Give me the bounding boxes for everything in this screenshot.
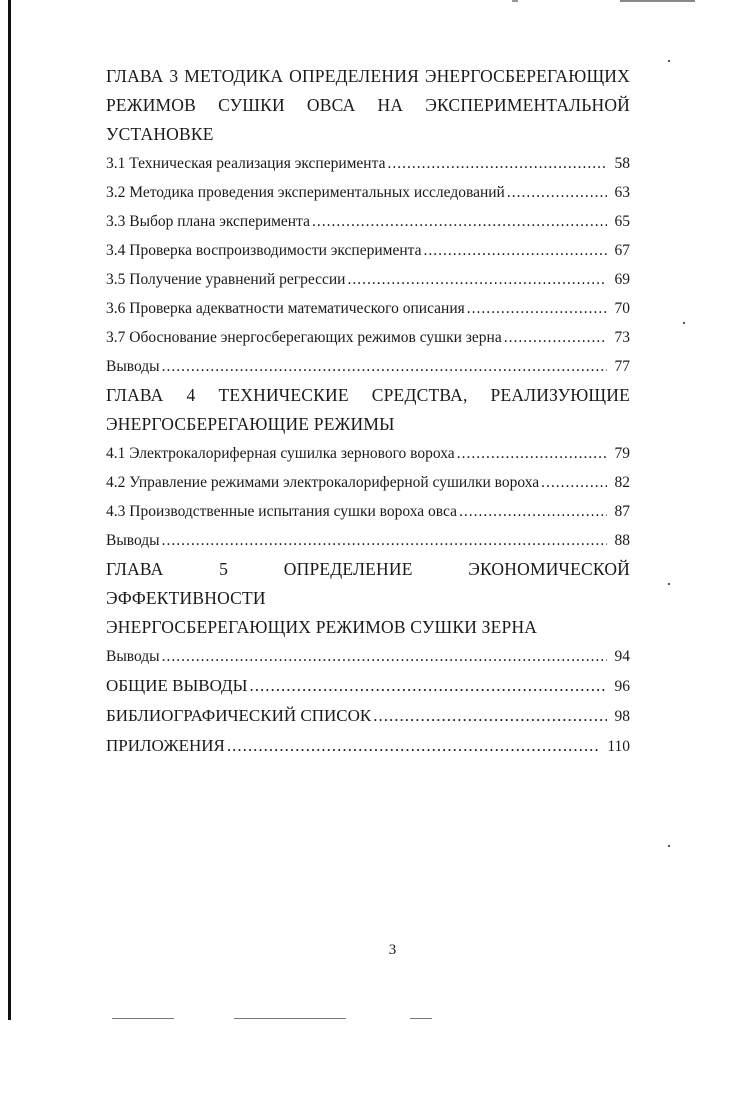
toc-entry-page: 65: [614, 213, 630, 230]
toc-entry-title: 3.6 Проверка адекватности математического описания: [106, 300, 465, 317]
scan-bottom-line: [234, 1018, 346, 1019]
toc-leader-dots: [312, 207, 607, 236]
toc-leader-dots: [162, 642, 607, 671]
page-number: 3: [388, 942, 397, 958]
toc-entry-title: 3.7 Обоснование энергосберегающих режимов сушки зерна: [106, 329, 502, 346]
toc-entry-page: 63: [614, 184, 630, 201]
toc-leader-dots: [347, 265, 606, 294]
toc-entry-page: 79: [614, 445, 630, 462]
toc-entry[interactable]: [106, 207, 630, 236]
toc-entry-page: 96: [614, 678, 630, 695]
toc-entry-page: 58: [614, 155, 630, 172]
toc-leader-dots: [373, 701, 606, 730]
toc-entry-title: 3.5 Получение уравнений регрессии: [106, 271, 346, 288]
toc-entry[interactable]: [106, 439, 630, 468]
toc-entry-title: 4.1 Электрокалориферная сушилка зернового вороха: [106, 445, 455, 462]
toc-entry-title: 4.2 Управление режимами электрокалориферной сушилки вороха: [106, 474, 540, 491]
toc-entry[interactable]: [106, 352, 630, 381]
toc-entry-page: 82: [614, 474, 630, 491]
scan-bottom-line: [112, 1018, 174, 1019]
toc-entry-title: Выводы: [106, 532, 160, 549]
toc-leader-dots: [387, 149, 606, 178]
toc-entry-page: 70: [614, 300, 630, 317]
toc-entry-appendices[interactable]: [106, 731, 630, 761]
toc-leader-dots: [423, 236, 606, 265]
toc-entry-title: 4.3 Производственные испытания сушки вороха овса: [106, 503, 457, 520]
scan-speck: [668, 845, 670, 847]
toc-entry-page: 67: [614, 242, 630, 259]
toc-leader-dots: [162, 352, 607, 381]
toc-leader-dots: [459, 497, 607, 526]
toc-entry-title: 3.1 Техническая реализация эксперимента: [106, 155, 386, 172]
toc-leader-dots: [467, 294, 607, 323]
toc-entry-page: 73: [614, 329, 630, 346]
chapter-3-heading-line-1: ГЛАВА 3 МЕТОДИКА ОПРЕДЕЛЕНИЯ ЭНЕРГОСБЕРЕГАЮЩИХ: [106, 66, 630, 86]
toc-entry-page: 87: [614, 503, 630, 520]
toc-entry-title: 3.3 Выбор плана эксперимента: [106, 213, 310, 230]
chapter-4-heading-line-2: ЭНЕРГОСБЕРЕГАЮЩИЕ РЕЖИМЫ: [106, 414, 395, 434]
toc-leader-dots: [504, 323, 607, 352]
chapter-4-heading-line-1: ГЛАВА 4 ТЕХНИЧЕСКИЕ СРЕДСТВА, РЕАЛИЗУЮЩИЕ: [106, 385, 630, 405]
toc-entry-title: ПРИЛОЖЕНИЯ: [106, 736, 225, 755]
toc-entry-page: 98: [614, 708, 630, 725]
toc-entry-title: Выводы: [106, 358, 160, 375]
toc-leader-dots: [541, 468, 606, 497]
toc-entry-title: 3.4 Проверка воспроизводимости эксперимента: [106, 242, 422, 259]
toc-entry-bibliography[interactable]: [106, 701, 630, 731]
toc-entry[interactable]: [106, 497, 630, 526]
toc-leader-dots: [457, 439, 607, 468]
chapter-5-heading-line-1: ГЛАВА 5 ОПРЕДЕЛЕНИЕ ЭКОНОМИЧЕСКОЙ ЭФФЕКТИВНОСТИ: [106, 559, 630, 608]
toc-entry-general-conclusions[interactable]: [106, 671, 630, 701]
toc-entry-title: ОБЩИЕ ВЫВОДЫ: [106, 676, 248, 695]
toc-leader-dots: [227, 731, 599, 760]
toc-entry-page: 77: [614, 358, 630, 375]
toc-entry[interactable]: [106, 468, 630, 497]
scan-top-mark: [620, 0, 695, 2]
scan-edge-bar: [8, 0, 11, 1020]
table-of-contents: [106, 62, 630, 761]
toc-entry[interactable]: [106, 265, 630, 294]
scan-speck: [668, 583, 670, 585]
toc-entry-title: Выводы: [106, 648, 160, 665]
toc-entry[interactable]: [106, 323, 630, 352]
toc-entry-page: 69: [614, 271, 630, 288]
toc-entry[interactable]: [106, 294, 630, 323]
toc-entry-page: 94: [614, 648, 630, 665]
chapter-5-heading-line-2: ЭНЕРГОСБЕРЕГАЮЩИХ РЕЖИМОВ СУШКИ ЗЕРНА: [106, 617, 538, 637]
toc-entry-page: 88: [614, 532, 630, 549]
chapter-3-heading-line-3: УСТАНОВКЕ: [106, 124, 214, 144]
toc-entry-title: БИБЛИОГРАФИЧЕСКИЙ СПИСОК: [106, 706, 372, 725]
scan-bottom-line: [410, 1018, 432, 1019]
toc-leader-dots: [249, 671, 606, 700]
toc-leader-dots: [507, 178, 607, 207]
toc-entry[interactable]: [106, 236, 630, 265]
toc-entry-page: 110: [607, 738, 630, 755]
toc-entry-title: 3.2 Методика проведения экспериментальных исследований: [106, 184, 505, 201]
scan-speck: [668, 60, 670, 62]
toc-entry[interactable]: [106, 149, 630, 178]
scan-speck: [683, 322, 685, 324]
toc-entry[interactable]: [106, 178, 630, 207]
scan-top-dot: [512, 0, 518, 2]
toc-entry[interactable]: [106, 526, 630, 555]
toc-leader-dots: [162, 526, 607, 555]
chapter-3-heading-line-2: РЕЖИМОВ СУШКИ ОВСА НА ЭКСПЕРИМЕНТАЛЬНОЙ: [106, 95, 630, 115]
toc-entry[interactable]: [106, 642, 630, 671]
